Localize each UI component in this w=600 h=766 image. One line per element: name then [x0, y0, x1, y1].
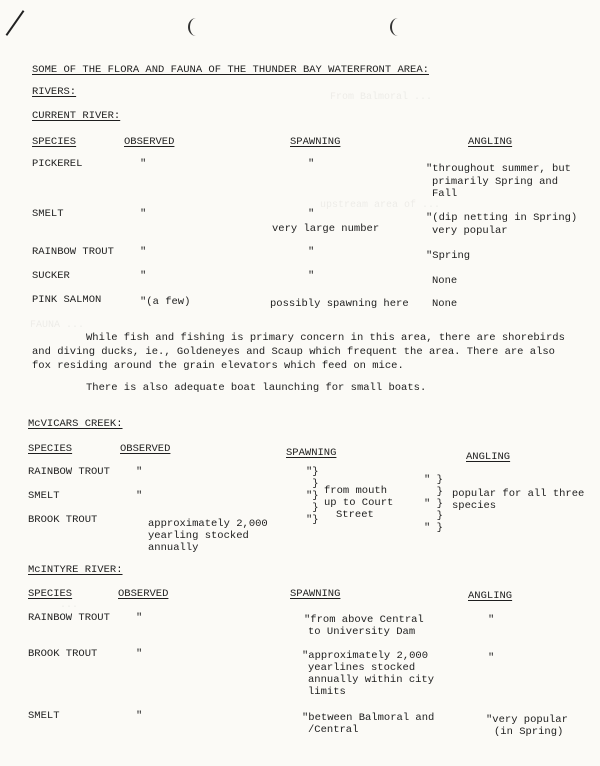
species-cell: RAINBOW TROUT [28, 466, 110, 478]
angling-cell: Fall [432, 188, 458, 200]
col-header-observed: OBSERVED [120, 443, 171, 455]
current-river-heading: CURRENT RIVER: [32, 110, 121, 122]
observed-cell: " [140, 246, 147, 258]
angling-cell: "Spring [426, 250, 471, 262]
spawning-cell: up to Court [324, 497, 394, 509]
angling-cell: primarily Spring and [432, 176, 559, 188]
mcvicars-heading: McVICARS CREEK: [28, 418, 123, 430]
spawning-cell: " [308, 158, 315, 170]
spawning-cell: annually within city [308, 674, 435, 686]
spawning-cell: /Central [308, 724, 359, 736]
observed-cell: " [136, 612, 143, 624]
angling-cell: "very popular [486, 714, 568, 726]
col-header-angling: ANGLING [468, 136, 513, 148]
observed-cell: " [140, 158, 147, 170]
pen-mark [6, 10, 25, 36]
observed-cell: " [140, 208, 147, 220]
species-cell: SMELT [28, 710, 60, 722]
col-header-species: SPECIES [28, 443, 73, 455]
species-cell: RAINBOW TROUT [32, 246, 114, 258]
spawning-cell: " [308, 270, 315, 282]
paragraph-line: While fish and fishing is primary concern in this area, there are shorebirds [86, 332, 565, 344]
angling-cell: "(dip netting in Spring) [426, 212, 578, 224]
spawning-cell: yearlines stocked [308, 662, 416, 674]
spawning-cell: " [308, 246, 315, 258]
punch-hole [188, 18, 204, 36]
spawning-cell: very large number [272, 223, 380, 235]
observed-cell: " [136, 466, 143, 478]
species-cell: SUCKER [32, 270, 70, 282]
bracket-mark: " } } " } } " } [424, 474, 443, 534]
paragraph-line: and diving ducks, ie., Goldeneyes and Scaup which frequent the area. There are also [32, 346, 555, 358]
species-cell: PINK SALMON [32, 294, 102, 306]
observed-cell: " [136, 648, 143, 660]
species-cell: BROOK TROUT [28, 648, 98, 660]
spawning-cell: Street [336, 509, 374, 521]
col-header-species: SPECIES [28, 588, 73, 600]
col-header-angling: ANGLING [468, 590, 513, 602]
spawning-cell: "between Balmoral and [302, 712, 435, 724]
col-header-angling: ANGLING [466, 451, 511, 463]
col-header-observed: OBSERVED [124, 136, 175, 148]
document-title: SOME OF THE FLORA AND FAUNA OF THE THUNDER BAY WATERFRONT AREA: [32, 64, 429, 76]
spawning-cell: possibly spawning here [270, 298, 409, 310]
paragraph-line: There is also adequate boat launching for small boats. [86, 382, 427, 394]
rivers-heading: RIVERS: [32, 86, 77, 98]
spawning-cell: "approximately 2,000 [302, 650, 429, 662]
observed-cell: " [136, 710, 143, 722]
species-cell: RAINBOW TROUT [28, 612, 110, 624]
observed-cell: annually [148, 542, 199, 554]
bleed-through-text: ... [60, 600, 79, 611]
col-header-spawning: SPAWNING [290, 588, 341, 600]
spawning-cell: limits [308, 686, 346, 698]
observed-cell: "(a few) [140, 296, 191, 308]
spawning-cell: to University Dam [308, 626, 416, 638]
angling-cell: very popular [432, 225, 508, 237]
angling-cell: popular for all three [452, 488, 585, 500]
angling-cell: species [452, 500, 497, 512]
bracket-mark: "} } "} } "} [306, 466, 319, 526]
bleed-through-text: From Balmoral ... [330, 92, 433, 103]
angling-cell: (in Spring) [494, 726, 564, 738]
species-cell: SMELT [28, 490, 60, 502]
species-cell: PICKEREL [32, 158, 83, 170]
mcintyre-heading: McINTYRE RIVER: [28, 564, 123, 576]
observed-cell: " [136, 490, 143, 502]
col-header-spawning: SPAWNING [290, 136, 341, 148]
angling-cell: " [488, 652, 495, 664]
col-header-spawning: SPAWNING [286, 447, 337, 459]
angling-cell: "throughout summer, but [426, 163, 571, 175]
bleed-through-text: FAUNA ... [30, 320, 85, 331]
col-header-observed: OBSERVED [118, 588, 169, 600]
paragraph-line: fox residing around the grain elevators which feed on mice. [32, 360, 404, 372]
spawning-cell: "from above Central [304, 614, 424, 626]
observed-cell: approximately 2,000 [148, 518, 268, 530]
col-header-species: SPECIES [32, 136, 77, 148]
observed-cell: yearling stocked [148, 530, 249, 542]
punch-hole [390, 18, 406, 36]
spawning-cell: " [308, 208, 315, 220]
angling-cell: None [432, 275, 458, 287]
bleed-through-text: upstream area of ... [320, 200, 441, 211]
angling-cell: " [488, 614, 495, 626]
observed-cell: " [140, 270, 147, 282]
spawning-cell: from mouth [324, 485, 388, 497]
species-cell: SMELT [32, 208, 64, 220]
angling-cell: None [432, 298, 458, 310]
species-cell: BROOK TROUT [28, 514, 98, 526]
